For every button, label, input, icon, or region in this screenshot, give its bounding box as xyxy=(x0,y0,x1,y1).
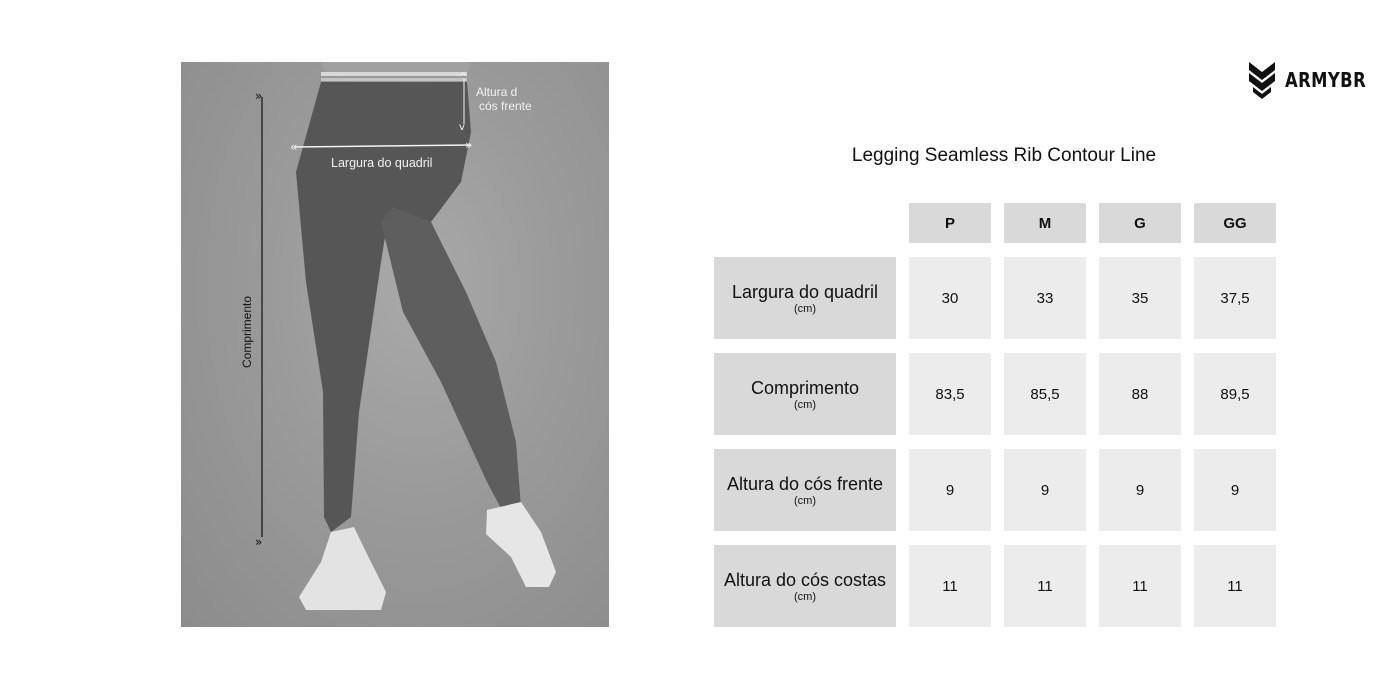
size-header-gg: GG xyxy=(1194,203,1276,243)
size-header-g: G xyxy=(1099,203,1181,243)
svg-text:»: » xyxy=(255,535,263,549)
svg-text:v: v xyxy=(459,122,465,133)
row-unit: (cm) xyxy=(794,302,816,315)
svg-text:^: ^ xyxy=(459,72,468,83)
row-unit: (cm) xyxy=(794,590,816,603)
svg-text:»: » xyxy=(255,89,263,103)
row-label-text: Largura do quadril xyxy=(731,281,879,302)
table-cell: 85,5 xyxy=(1004,353,1086,435)
table-cell: 11 xyxy=(1099,545,1181,627)
chevron-logo-icon xyxy=(1247,60,1277,100)
row-unit: (cm) xyxy=(794,398,816,411)
table-cell: 88 xyxy=(1099,353,1181,435)
table-cell: 9 xyxy=(909,449,991,531)
hip-width-label: Largura do quadril xyxy=(331,156,433,170)
row-label-text: Altura do cós costas xyxy=(723,569,887,590)
length-label: Comprimento xyxy=(240,295,254,369)
table-cell: 9 xyxy=(1194,449,1276,531)
table-cell: 33 xyxy=(1004,257,1086,339)
table-cell: 83,5 xyxy=(909,353,991,435)
table-cell: 11 xyxy=(909,545,991,627)
size-header-m: M xyxy=(1004,203,1086,243)
row-label-length xyxy=(714,353,896,435)
table-cell: 37,5 xyxy=(1194,257,1276,339)
waistband-height-label-line2: cós frente xyxy=(479,99,532,113)
row-label-text: Altura do cós frente xyxy=(726,473,884,494)
product-title: Legging Seamless Rib Contour Line xyxy=(851,145,1157,166)
row-label-front-waistband xyxy=(714,449,896,531)
size-header-p: P xyxy=(909,203,991,243)
brand-name: ARMYBR xyxy=(1285,68,1367,92)
svg-text:»: » xyxy=(465,138,473,152)
table-cell: 11 xyxy=(1194,545,1276,627)
row-unit: (cm) xyxy=(794,494,816,507)
product-photo xyxy=(181,62,609,627)
table-cell: 89,5 xyxy=(1194,353,1276,435)
table-cell: 35 xyxy=(1099,257,1181,339)
waistband-height-label-line1: Altura d xyxy=(476,85,518,99)
row-label-hip-width xyxy=(714,257,896,339)
brand-logo xyxy=(1247,60,1384,100)
table-cell: 9 xyxy=(1099,449,1181,531)
row-label-text: Comprimento xyxy=(750,377,860,398)
table-cell: 11 xyxy=(1004,545,1086,627)
svg-text:«: « xyxy=(290,140,298,154)
table-cell: 30 xyxy=(909,257,991,339)
row-label-back-waistband xyxy=(714,545,896,627)
table-cell: 9 xyxy=(1004,449,1086,531)
